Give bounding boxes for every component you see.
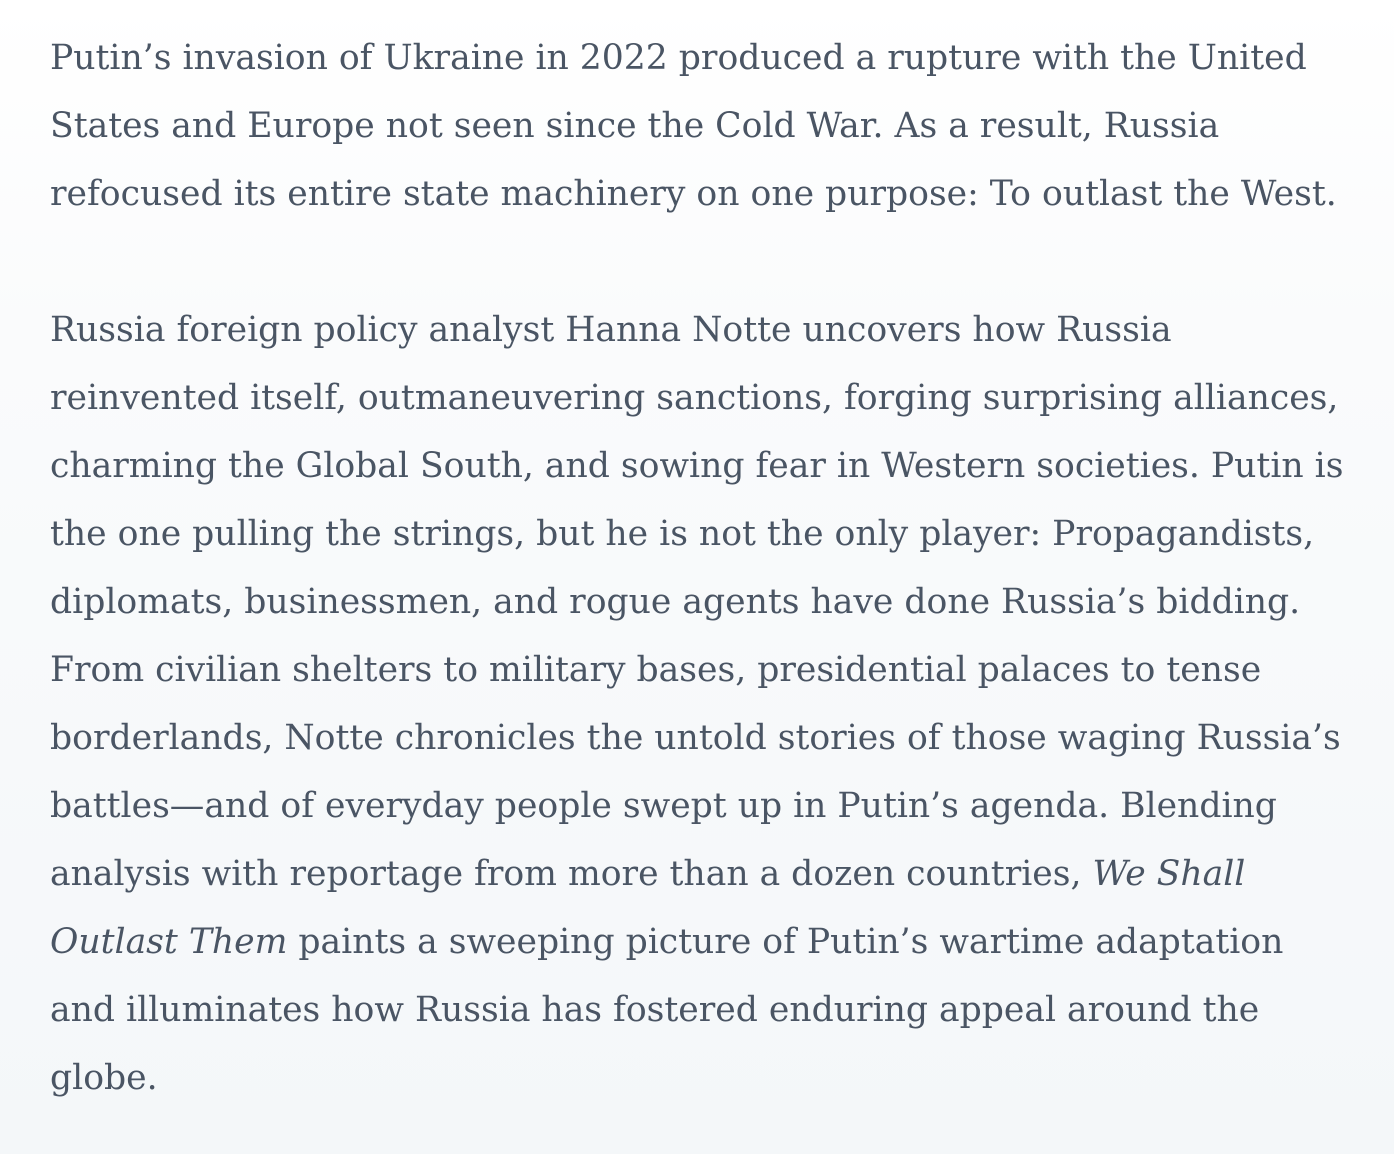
description-paragraph-1: Putin’s invasion of Ukraine in 2022 produced a rupture with the United States and Europe not seen since the Cold War. As a result, Russia refocused its entire state machinery on one purpose: To outlast the West. <box>50 38 1337 214</box>
book-title: We Shall Outlast Them <box>50 854 1246 962</box>
description-paragraph-2-text-after-title: paints a sweeping picture of Putin’s wartime adaptation and illuminates how Russia has fostered enduring appeal around the globe. <box>50 922 1284 1098</box>
book-description <box>50 24 1350 1112</box>
description-paragraph-2 <box>50 296 1350 1112</box>
description-paragraph-2-text-before-title: Russia foreign policy analyst Hanna Notte uncovers how Russia reinvented itself, outmaneuvering sanctions, forging surprising alliances, charming the Global South, and sowing fear in Western societies. Putin is the one pulling the strings, but he is not the only player: Propagandists, diplomats, businessmen, and rogue agents have done Russia’s bidding. From civilian shelters to military bases, presidential palaces to tense borderlands, Notte chronicles the untold stories of those waging Russia’s battles—and of everyday people swept up in Putin’s agenda. Blending analysis with reportage from more than a dozen countries, <box>50 310 1344 894</box>
